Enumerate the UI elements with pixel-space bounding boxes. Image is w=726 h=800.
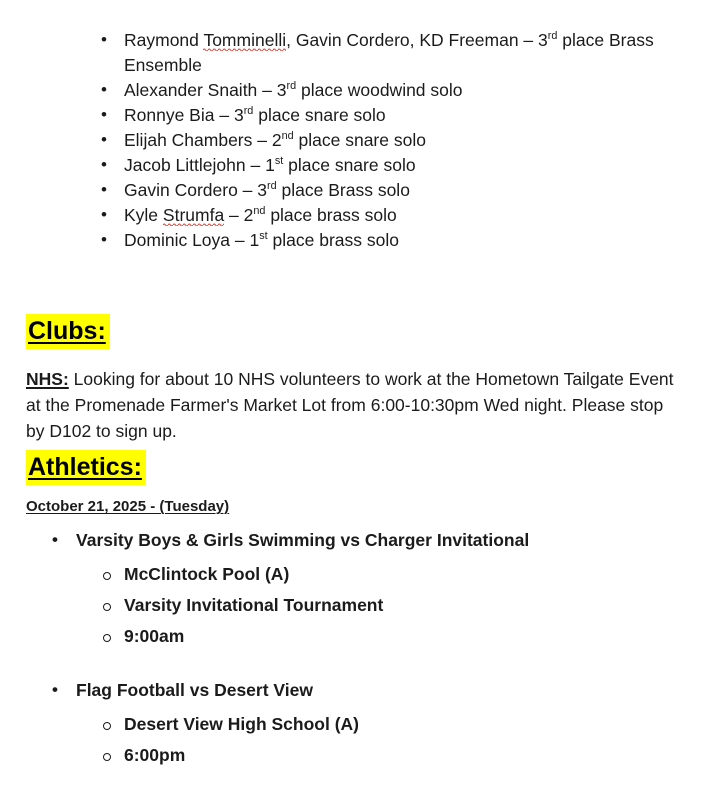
athletic-event-title: Flag Football vs Desert View [76,680,313,700]
award-dash: – [245,155,266,175]
award-rank-number: 3 [276,80,287,100]
award-description: place snare solo [293,130,426,150]
award-student-names: Elijah Chambers [124,130,253,150]
clubs-section-header [26,316,706,346]
athletic-event-detail: 6:00pm [76,740,700,771]
award-description: place brass solo [265,205,397,225]
award-student-names: Gavin Cordero [124,180,238,200]
award-rank-ordinal: rd [286,80,297,93]
award-student-names: Ronnye Bia [124,105,215,125]
award-rank-number: 1 [249,230,260,250]
award-dash: – [257,80,277,100]
award-rank-ordinal: st [259,230,268,243]
nhs-announcement [26,366,681,444]
athletic-event-detail-list [76,709,700,771]
athletic-event-detail: McClintock Pool (A) [76,559,700,590]
award-rank-number: 2 [271,130,282,150]
award-dash: – [518,30,539,50]
award-rank-ordinal: rd [267,180,277,193]
spellcheck-flagged-word: Tomminelli [203,30,287,50]
award-rank-number: 1 [265,155,275,175]
award-rank-ordinal: nd [253,205,266,218]
award-rank-number: 3 [538,30,548,50]
award-list-item [0,28,700,78]
award-list-item [0,128,700,153]
award-list-item [0,178,700,203]
award-student-names: Jacob Littlejohn [124,155,246,175]
athletic-event-item [0,528,700,652]
award-rank-ordinal: rd [547,30,558,43]
spellcheck-flagged-word: Strumfa [162,205,225,225]
athletic-event-detail: Desert View High School (A) [76,709,700,740]
award-dash: – [214,105,234,125]
athletics-date-line-wrap [26,496,706,518]
award-student-names: Dominic Loya [124,230,231,250]
athletics-events-list [0,528,700,771]
award-dash: – [237,180,258,200]
award-student-names: Alexander Snaith [124,80,258,100]
athletic-event-detail: 9:00am [76,621,700,652]
award-list-item [0,78,700,103]
athletic-event-detail-list [76,559,700,652]
award-description: place snare solo [283,155,416,175]
award-rank-ordinal: nd [281,130,294,143]
award-rank-number: 2 [243,205,254,225]
award-description: place brass solo [267,230,399,250]
athletics-section-header [26,452,706,482]
athletics-events-section [0,528,700,771]
music-awards-list [0,28,700,253]
award-description: place snare solo [253,105,386,125]
nhs-paragraph [26,366,681,444]
music-awards-section [0,28,700,253]
award-dash: – [252,130,272,150]
award-dash: – [224,205,244,225]
award-description: place woodwind solo [296,80,463,100]
award-rank-ordinal: rd [243,105,254,118]
nhs-label: NHS: [26,369,69,389]
award-list-item [0,103,700,128]
award-rank-number: 3 [257,180,268,200]
award-list-item [0,153,700,178]
athletics-date: October 21, 2025 - (Tuesday) [26,498,230,515]
athletics-heading-text: Athletics: [26,450,146,485]
award-description: place Brass Ensemble [124,30,654,75]
award-list-item [0,203,700,228]
clubs-heading-text: Clubs: [26,314,110,349]
award-dash: – [230,230,250,250]
athletics-heading [26,452,706,482]
award-student-names: Kyle Strumfa [124,205,225,225]
athletic-event-detail: Varsity Invitational Tournament [76,590,700,621]
award-rank-number: 3 [233,105,244,125]
athletic-event-item [0,678,700,771]
award-rank-ordinal: st [274,155,284,168]
award-student-names: Raymond Tomminelli, Gavin Cordero, KD Freeman [124,30,519,50]
clubs-heading [26,316,706,346]
award-description: place Brass solo [276,180,410,200]
athletic-event-title: Varsity Boys & Girls Swimming vs Charger Invitational [76,530,530,550]
award-list-item [0,228,700,253]
nhs-body-text: Looking for about 10 NHS volunteers to work at the Hometown Tailgate Event at the Promenade Farmer's Market Lot from 6:00-10:30pm Wed night. Please stop by D102 to sign up. [26,369,674,441]
